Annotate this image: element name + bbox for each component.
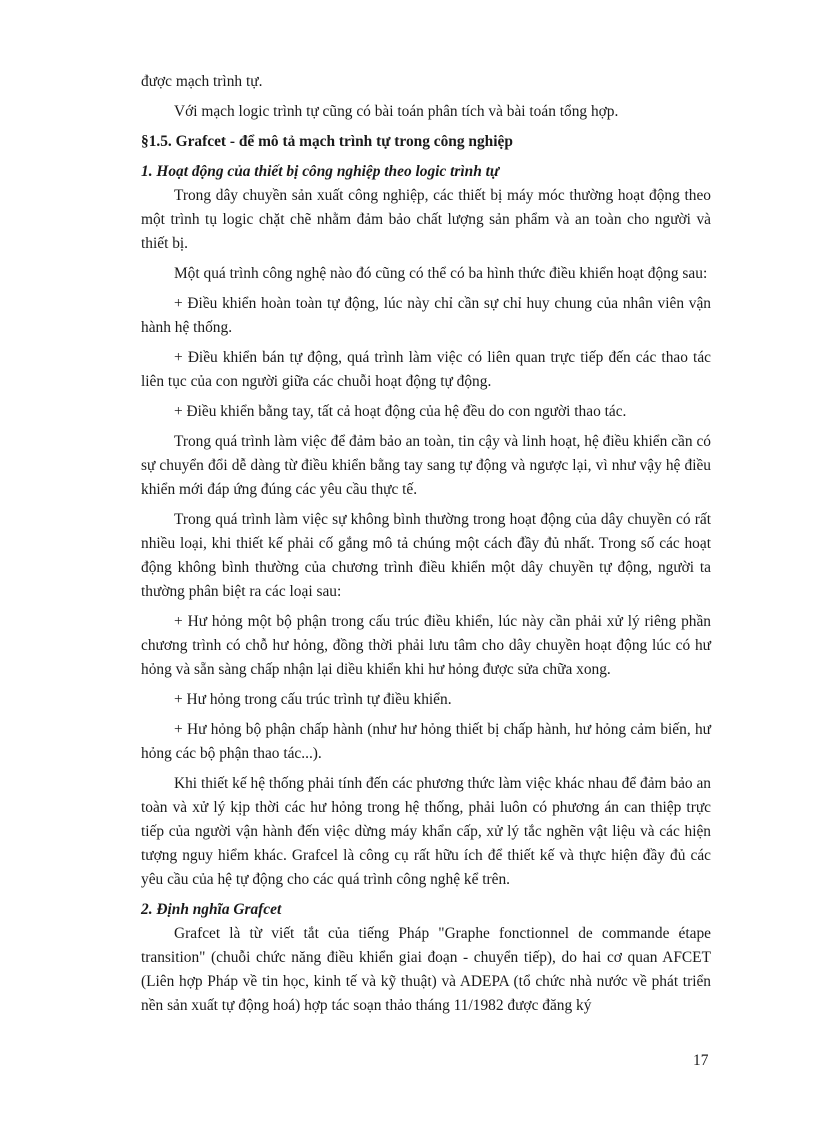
paragraph: Trong quá trình làm việc sự không bình thường trong hoạt động của dây chuyền có rất nhiều loại, khi thiết kế phải cố gắng mô tả chúng một cách đầy đủ nhất. Trong số các hoạt động không bình thường của chương trình điều khiển một dây chuyền tự động, người ta thường phân biệt ra các loại sau:	[141, 511, 711, 600]
list-item: + Hư hỏng trong cấu trúc trình tự điều khiển.	[174, 691, 452, 708]
page-number: 17	[693, 1052, 709, 1069]
subsection-heading-2: 2. Định nghĩa Grafcet	[141, 901, 282, 918]
paragraph-intro: Với mạch logic trình tự cũng có bài toán phân tích và bài toán tổng hợp.	[174, 103, 619, 120]
paragraph: Một quá trình công nghệ nào đó cũng có thể có ba hình thức điều khiển hoạt động sau:	[174, 265, 708, 282]
paragraph: Khi thiết kế hệ thống phải tính đến các phương thức làm việc khác nhau để đảm bảo an toàn và xử lý kịp thời các hư hỏng trong hệ thống, phải luôn có phương án can thiệp trực tiếp của người vận hành đến việc dừng máy khẩn cấp, xử lý tắc nghẽn vật liệu và các hiện tượng nguy hiểm khác. Grafcel là công cụ rất hữu ích để thiết kế và thực hiện đầy đủ các yêu cầu của hệ tự động cho các quá trình công nghệ kể trên.	[141, 775, 711, 888]
paragraph: Grafcet là từ viết tắt của tiếng Pháp "Graphe fonctionnel de commande étape transition" (chuỗi chức năng điều khiển giai đoạn - chuyển tiếp), do hai cơ quan AFCET (Liên hợp Pháp về tin học, kinh tế và kỹ thuật) và ADEPA (tổ chức nhà nước về phát triển nền sản xuất tự động hoá) hợp tác soạn thảo tháng 11/1982 được đăng ký	[141, 925, 711, 1014]
list-item: + Điều khiển hoàn toàn tự động, lúc này chỉ cần sự chỉ huy chung của nhân viên vận hành hệ thống.	[141, 295, 711, 336]
document-page	[141, 70, 711, 1018]
section-heading: §1.5. Grafcet - để mô tả mạch trình tự trong công nghiệp	[141, 133, 513, 150]
list-item: + Điều khiển bán tự động, quá trình làm việc có liên quan trực tiếp đến các thao tác liên tục của con người giữa các chuỗi hoạt động tự động.	[141, 349, 711, 390]
subsection-heading-1: 1. Hoạt động của thiết bị công nghiệp theo logic trình tự	[141, 163, 500, 180]
paragraph: Trong dây chuyền sản xuất công nghiệp, các thiết bị máy móc thường hoạt động theo một trình tụ logic chặt chẽ nhằm đảm bảo chất lượng sản phẩm và an toàn cho người và thiết bị.	[141, 187, 711, 252]
list-item: + Hư hỏng một bộ phận trong cấu trúc điều khiển, lúc này cần phải xử lý riêng phần chương trình có chỗ hư hỏng, đồng thời phải lưu tâm cho dây chuyền hoạt động lúc có hư hỏng và sẵn sàng chấp nhận lại diều khiển khi hư hỏng được sửa chữa xong.	[141, 613, 711, 678]
list-item: + Hư hỏng bộ phận chấp hành (như hư hỏng thiết bị chấp hành, hư hỏng cảm biến, hư hỏng các bộ phận thao tác...).	[141, 721, 711, 762]
paragraph: Trong quá trình làm việc để đảm bảo an toàn, tin cậy và linh hoạt, hệ điều khiển cần có sự chuyển đổi dễ dàng từ điều khiển bằng tay sang tự động và ngược lại, vì như vậy hệ điều khiển mới đáp ứng đúng các yêu cầu thực tế.	[141, 433, 711, 498]
paragraph-continuation: được mạch trình tự.	[141, 73, 263, 90]
list-item: + Điều khiển bằng tay, tất cả hoạt động của hệ đều do con người thao tác.	[174, 403, 627, 420]
